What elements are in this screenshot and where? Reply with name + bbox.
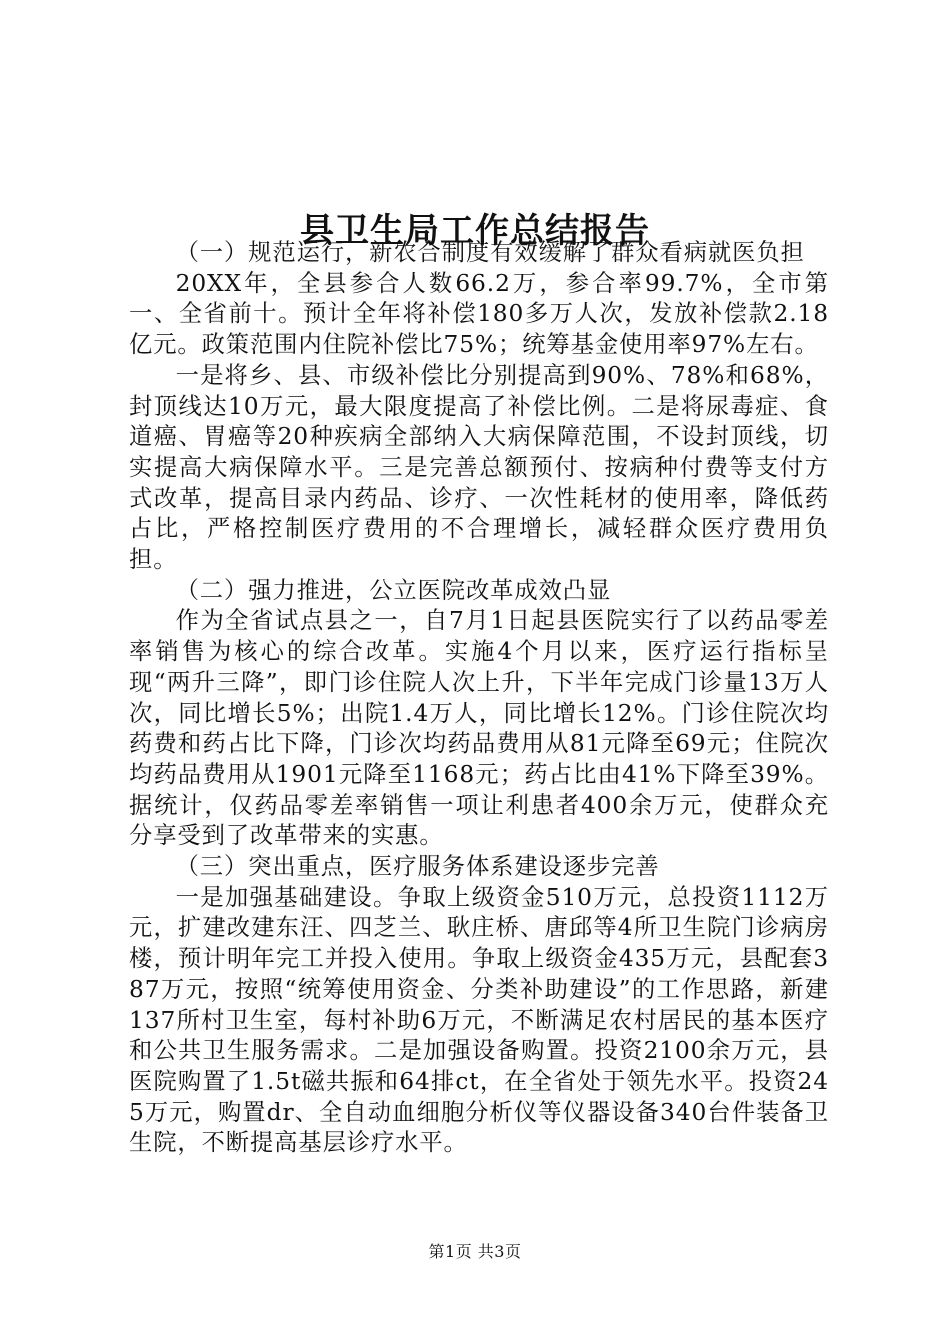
section-heading-1: （一）规范运行，新农合制度有效缓解了群众看病就医负担 <box>175 239 805 266</box>
document-body <box>129 238 829 1159</box>
section-heading-2: （二）强力推进，公立医院改革成效凸显 <box>175 576 612 604</box>
body-paragraph: 一是将乡、县、市级补偿比分别提高到90%、78%和68%，封顶线达10万元，最大限度提高了补偿比例。二是将尿毒症、食道癌、胃癌等20种疾病全部纳入大病保障范围，不设封顶线，切实提高大病保障水平。三是完善总额预付、按病种付费等支付方式改革，提高目录内药品、诊疗、一次性耗材的使用率，降低药占比，严格控制医疗费用的不合理增长，减轻群众医疗费用负担。 <box>129 361 829 574</box>
body-paragraph: 一是加强基础建设。争取上级资金510万元，总投资1112万元，扩建改建东汪、四芝兰、耿庄桥、唐邱等4所卫生院门诊病房楼，预计明年完工并投入使用。争取上级资金435万元，县配套387万元，按照“统筹使用资金、分类补助建设”的工作思路，新建137所村卫生室，每村补助6万元，不断满足农村居民的基本医疗和公共卫生服务需求。二是加强设备购置。投资2100余万元，县医院购置了1.5t磁共振和64排ct，在全省处于领先水平。投资245万元，购置dr、全自动血细胞分析仪等仪器设备340台件装备卫生院，不断提高基层诊疗水平。 <box>129 883 829 1157</box>
page-number-footer: 第1页 共3页 <box>428 1242 522 1261</box>
section-heading-3: （三）突出重点，医疗服务体系建设逐步完善 <box>175 853 660 881</box>
body-paragraph: 作为全省试点县之一，自7月1日起县医院实行了以药品零差率销售为核心的综合改革。实施4个月以来，医疗运行指标呈现“两升三降”，即门诊住院人次上升，下半年完成门诊量13万人次，同比增长5%；出院1.4万人，同比增长12%。门诊住院次均药费和药占比下降，门诊次均药品费用从81元降至69元；住院次均药品费用从1901元降至1168元；药占比由41%下降至39%。据统计，仅药品零差率销售一项让利患者400余万元，使群众充分享受到了改革带来的实惠。 <box>129 607 829 850</box>
body-paragraph: 20XX年，全县参合人数66.2万，参合率99.7%，全市第一、全省前十。预计全年将补偿180多万人次，发放补偿款2.18亿元。政策范围内住院补偿比75%；统筹基金使用率97%左右。 <box>129 269 829 359</box>
document-title: 县卫生局工作总结报告 <box>300 210 650 251</box>
